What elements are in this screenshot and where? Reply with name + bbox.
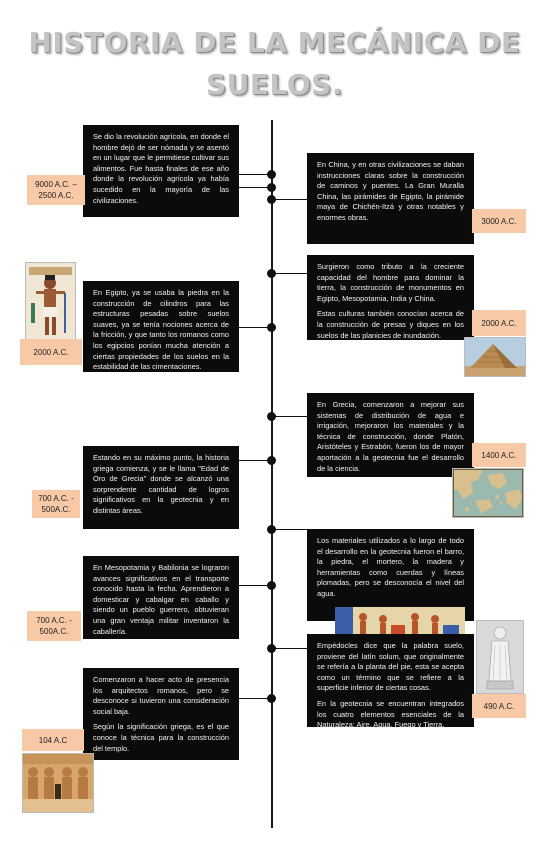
event-box [83, 446, 239, 529]
event-text: En Grecia, comenzaron a mejorar sus sistemas de distribución de agua e irrigación, mejoraron los materiales y la técnica de construcción, donde Platón, Aristóteles y Estrabón, fueron los de mayor aportación a la geotecnia fue el desarrollo de la ciencia. [317, 400, 464, 473]
event-text: Según la significación griega, es el que conoce la técnica para la construcción del templo. [93, 722, 229, 753]
event-box [83, 668, 239, 760]
connector [272, 273, 308, 274]
connector [272, 199, 308, 200]
timeline-dot [267, 644, 276, 653]
egyptian-figure-image [25, 262, 76, 340]
event-text: Empédocles dice que la palabra suelo, proviene del latín solum, que originalmente se refería a la planta del pie, esta se acepta como un término que se refiere a la superficie inferior de ciertas cosas. [317, 641, 464, 693]
timeline-dot [267, 269, 276, 278]
page-title: HISTORIA DE LA MECÁNICA DE SUELOS. [28, 26, 521, 101]
pyramid-image [464, 337, 526, 377]
event-box [307, 153, 474, 244]
date-tag: 490 A.C. [472, 694, 526, 718]
event-text: En la geotecnia se encuentran integrados los cuatro elementos esenciales de la Naturaleza: Aire, Agua, Fuego y Tierra. [317, 698, 464, 730]
timeline-dot [267, 581, 276, 590]
event-text: En Mesopotamia y Babilonia se lograron avances significativos en el transporte conocido hasta la fecha. Aprendieron a domesticar y cabalgar en caballo y siendo un pueblo guerrero, obtuvieran una gran ventaja militar inventaron la caballería. [93, 563, 229, 636]
event-box [307, 393, 474, 477]
event-box [307, 529, 474, 621]
event-text: Los materiales utilizados a lo largo de todo el desarrollo en la geotecnia fueron el barro, la piedra, el mortero, la madera y herramientas como cuerdas y líneas plomadas, pero se desconocía el nivel del agua. [317, 536, 464, 598]
event-text: Estas culturas también conocían acerca de la construcción de presas y diques en los suelos de las planicies de inundación. [317, 309, 464, 340]
date-tag: 2000 A.C. [20, 339, 82, 365]
date-tag: 3000 A.C. [472, 209, 526, 233]
event-box [83, 281, 239, 372]
event-text: Se dio la revolución agrícola, en donde el hombre dejó de ser nómada y se asentó en un lugar que le permitiese cultivar sus alimentos. Fue hasta finales de ese año donde la revolución agrícola ya había sucedido en la mayoría de las civilizaciones. [93, 132, 229, 205]
greek-statue-image [476, 620, 524, 694]
timeline-dot [267, 412, 276, 421]
timeline-dot [267, 525, 276, 534]
timeline-dot [267, 195, 276, 204]
date-tag: 9000 A.C. – 2500 A.C. [27, 175, 85, 205]
event-box [307, 634, 474, 730]
event-box [83, 556, 239, 639]
event-box [307, 255, 474, 340]
connector [272, 416, 308, 417]
timeline-dot [267, 183, 276, 192]
date-tag: 700 A.C. - 500A.C. [32, 490, 80, 518]
date-tag: 700 A.C. - 500A.C. [27, 611, 81, 641]
event-box [83, 125, 239, 217]
event-text: Surgieron como tributo a la creciente capacidad del hombre para dominar la tierra, la construcción de monumentos en Egipto, Mesopotamia, India y China. [317, 262, 464, 303]
date-tag: 2000 A.C. [472, 310, 526, 336]
date-tag: 104 A.C [22, 729, 84, 751]
timeline-dot [267, 170, 276, 179]
timeline-axis [271, 120, 273, 828]
connector [272, 648, 308, 649]
timeline-dot [267, 323, 276, 332]
event-text: En China, y en otras civilizaciones se daban instrucciones claras sobre la construcción de caminos y puentes. La Gran Muralla China, las pirámides de Egipto, la pirámide maya de Chichén-Itzá y otras notables y enormes obras. [317, 160, 464, 222]
abu-simbel-temple-image [22, 753, 94, 813]
event-text: Estando en su máximo punto, la historia griega comienza, y se le llama "Edad de Oro de Grecia" donde se alcanzó una sorprendente cantidad de logros significativos en la geotecnia y en distintas áreas. [93, 453, 229, 515]
event-text: Comenzaron a hacer acto de presencia los arquitectos romanos, pero se desconoce si tuvieron una consideración social baja. [93, 675, 229, 716]
timeline-dot [267, 694, 276, 703]
timeline-dot [267, 456, 276, 465]
event-text: En Egipto, ya se usaba la piedra en la construcción de cilindros para las estructuras pesadas sobre suelos suaves, ya se tenía nociones acerca de la fricción, y que tanto los romanos como los egipcios ponían mucha atención a ciertas propiedades de los suelos en la estabilidad de las cimentaciones. [93, 288, 229, 372]
ancient-greece-map-image [452, 468, 524, 518]
connector [272, 529, 308, 530]
date-tag: 1400 A.C. [472, 443, 526, 467]
